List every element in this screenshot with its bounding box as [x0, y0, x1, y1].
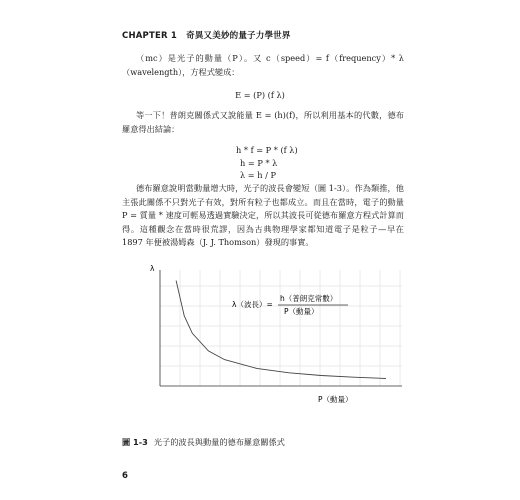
page-number: 6 — [122, 471, 128, 481]
x-axis-label: P（動量） — [318, 395, 353, 404]
paragraph-2: 等一下！普朗克關係式又說能量 E = (h)(f)，所以利用基本的代數，德布羅意得出結論： — [122, 110, 404, 134]
chart-grid — [160, 270, 402, 386]
figure-equation-lhs: λ（波長）= — [232, 300, 273, 309]
paragraph-3: 德布羅意說明當動量增大時，光子的波長會變短（圖 1-3）。作為類推，他主張此關係不只對光子有效，對所有粒子也都成立。而且在當時，電子的動量 P = 質量 * 速度可輕易透過實驗決定，所以其波長可從德布羅意方程式計算而得。這種觀念在當時很荒謬，因為古典物理學家都知道電子是粒子—早在 1897 年便被湯姆森（J. J. Thomson）發現的事實。 — [122, 183, 404, 247]
figure-caption — [122, 437, 285, 448]
figure-equation-numerator: h（普朗克常數） — [280, 294, 338, 303]
figure-equation-denominator: P（動量） — [284, 307, 319, 316]
figure-caption-text: 光子的波長與動量的德布羅意關係式 — [153, 437, 285, 447]
equation-line-3: λ = h / P — [240, 170, 277, 180]
equation-line-2: h = P * λ — [240, 157, 278, 168]
figure-number: 圖 1-3 — [122, 437, 148, 447]
chapter-title: 奇異又美妙的量子力學世界 — [186, 31, 291, 41]
equation-energy-momentum: E = (P) (f λ) — [235, 90, 285, 100]
equation-line-1: h * f = P * (f λ) — [236, 145, 298, 155]
paragraph-1: （mc）是光子的動量（P）。又 c（speed）= f（frequency）* λ（wavelength），方程式變成： — [122, 53, 404, 77]
y-axis-label: λ — [150, 264, 155, 273]
chapter-number: CHAPTER 1 — [122, 31, 177, 41]
